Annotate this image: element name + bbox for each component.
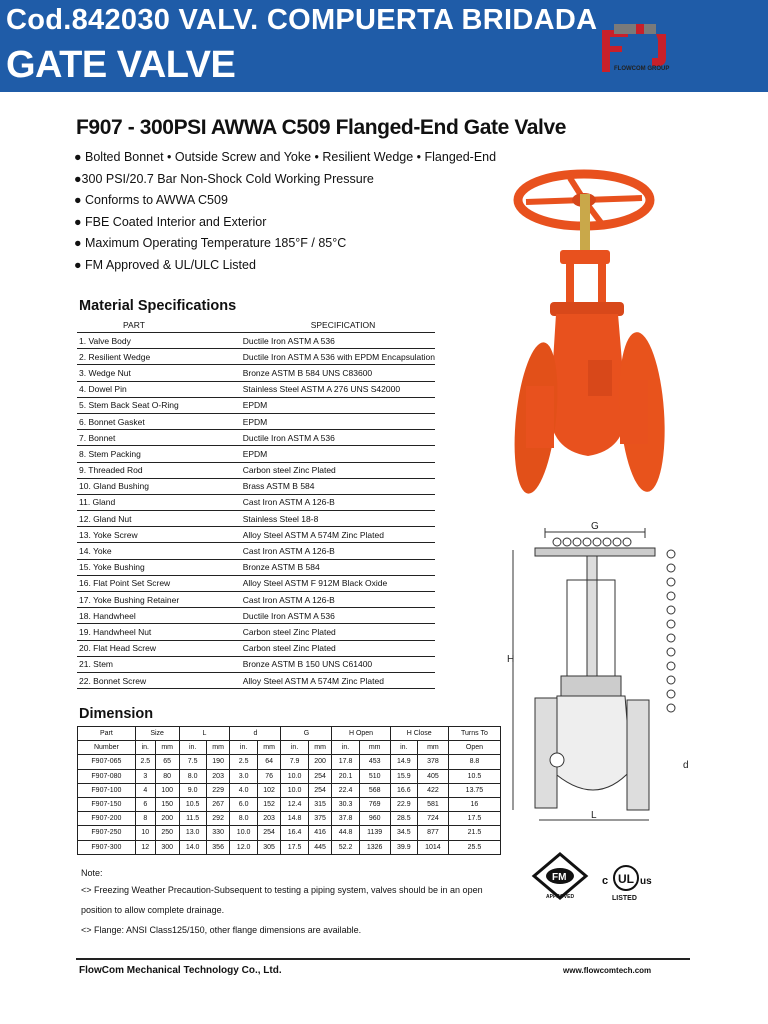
fm-approved-text: APPROVED [546, 894, 575, 900]
spec-cell: EPDM [241, 397, 435, 413]
dimension-cell: 34.5 [390, 826, 417, 840]
dimension-cell: 14.0 [179, 840, 206, 854]
dimension-cell: 21.5 [448, 826, 500, 840]
table-row [77, 656, 435, 672]
dimension-cell: 960 [359, 812, 390, 826]
spec-cell: EPDM [241, 446, 435, 462]
dimension-cell: 152 [257, 797, 281, 811]
dimension-cell: F907-065 [78, 755, 136, 769]
dimension-cell: 8.8 [448, 755, 500, 769]
note-line: <> Freezing Weather Precaution-Subsequent to testing a piping system, valves should be in an open [81, 885, 483, 895]
material-table [77, 318, 435, 689]
dimension-cell: 203 [257, 812, 281, 826]
dimension-cell: 13.75 [448, 783, 500, 797]
table-row [78, 755, 501, 769]
part-cell: 22. Bonnet Screw [77, 672, 241, 688]
spec-cell: Cast Iron ASTM A 126-B [241, 543, 435, 559]
table-row [77, 430, 435, 446]
dimension-cell: 150 [155, 797, 179, 811]
table-row [77, 608, 435, 624]
part-cell: 5. Stem Back Seat O-Ring [77, 397, 241, 413]
dimension-cell: 16.6 [390, 783, 417, 797]
footer-divider [76, 958, 690, 960]
dimension-cell: 64 [257, 755, 281, 769]
table-row [77, 349, 435, 365]
dimension-cell: 52.2 [332, 840, 359, 854]
table-row [77, 462, 435, 478]
sub-header: in. [230, 741, 257, 755]
table-row [77, 624, 435, 640]
table-row [77, 413, 435, 429]
note-line: <> Flange: ANSI Class125/150, other flange dimensions are available. [81, 925, 362, 935]
table-row [77, 333, 435, 349]
table-row [78, 840, 501, 854]
dimension-cell: 6.0 [230, 797, 257, 811]
table-row [78, 783, 501, 797]
product-name: GATE VALVE [6, 44, 236, 86]
dimension-cell: 254 [257, 826, 281, 840]
sub-header: mm [417, 741, 448, 755]
note-line: position to allow complete drainage. [81, 905, 225, 915]
part-cell: 18. Handwheel [77, 608, 241, 624]
dimension-cell: 39.9 [390, 840, 417, 854]
part-cell: 6. Bonnet Gasket [77, 413, 241, 429]
ul-listed-logo [600, 852, 664, 907]
feature-item: ● FM Approved & UL/ULC Listed [74, 257, 256, 272]
spec-cell: Cast Iron ASTM A 126-B [241, 494, 435, 510]
spec-cell: Carbon steel Zinc Plated [241, 624, 435, 640]
table-row [77, 365, 435, 381]
dimension-cell: 1139 [359, 826, 390, 840]
feature-list [74, 150, 496, 279]
column-header-spec: SPECIFICATION [241, 318, 435, 333]
dimension-cell: 25.5 [448, 840, 500, 854]
spec-cell: Alloy Steel ASTM F 912M Black Oxide [241, 575, 435, 591]
dimension-cell: 4.0 [230, 783, 257, 797]
spec-cell: Ductile Iron ASTM A 536 with EPDM Encapsulation [241, 349, 435, 365]
dimension-cell: F907-200 [78, 812, 136, 826]
part-cell: 14. Yoke [77, 543, 241, 559]
dim-label-l: L [591, 810, 597, 821]
sub-header: mm [257, 741, 281, 755]
dimension-cell: 416 [308, 826, 332, 840]
table-row [77, 672, 435, 688]
feature-item: ● Bolted Bonnet • Outside Screw and Yoke • Resilient Wedge • Flanged-End [74, 150, 497, 164]
spec-cell: Stainless Steel ASTM A 276 UNS S42000 [241, 381, 435, 397]
table-row [77, 527, 435, 543]
spec-cell: Bronze ASTM B 584 [241, 559, 435, 575]
dimension-cell: 30.3 [332, 797, 359, 811]
spec-cell: Alloy Steel ASTM A 574M Zinc Plated [241, 672, 435, 688]
sub-header: mm [155, 741, 179, 755]
feature-item: ● Maximum Operating Temperature 185°F / 85°C [74, 236, 347, 250]
spec-cell: Carbon steel Zinc Plated [241, 640, 435, 656]
group-header: L [179, 727, 230, 741]
dimension-cell: 8 [135, 812, 155, 826]
dimension-cell: 445 [308, 840, 332, 854]
sub-header: Open [448, 741, 500, 755]
dimension-cell: 76 [257, 769, 281, 783]
dimension-cell: 4 [135, 783, 155, 797]
part-cell: 3. Wedge Nut [77, 365, 241, 381]
group-header: d [230, 727, 281, 741]
dimension-cell: 254 [308, 783, 332, 797]
table-row [77, 640, 435, 656]
dimension-cell: 315 [308, 797, 332, 811]
feature-item: ● FBE Coated Interior and Exterior [74, 214, 267, 229]
dimension-cell: 20.1 [332, 769, 359, 783]
part-cell: 12. Gland Nut [77, 511, 241, 527]
table-row [77, 511, 435, 527]
dimension-cell: 10 [135, 826, 155, 840]
dimension-cell: 356 [206, 840, 230, 854]
dimension-cell: 102 [257, 783, 281, 797]
sub-header: mm [308, 741, 332, 755]
dimension-cell: 190 [206, 755, 230, 769]
table-row [78, 812, 501, 826]
dimension-cell: 2.5 [230, 755, 257, 769]
table-row [77, 381, 435, 397]
dimension-cell: F907-100 [78, 783, 136, 797]
table-row [78, 769, 501, 783]
valve-section-diagram [505, 520, 689, 840]
part-cell: 17. Yoke Bushing Retainer [77, 592, 241, 608]
dimension-cell: 9.0 [179, 783, 206, 797]
dimension-cell: 28.5 [390, 812, 417, 826]
dimension-cell: 203 [206, 769, 230, 783]
dimension-cell: 405 [417, 769, 448, 783]
sub-header: in. [281, 741, 308, 755]
ul-listed-text: LISTED [612, 895, 637, 902]
table-row [77, 575, 435, 591]
ul-text: UL [618, 872, 634, 886]
dimension-cell: 724 [417, 812, 448, 826]
part-cell: 1. Valve Body [77, 333, 241, 349]
table-row [77, 559, 435, 575]
product-code: Cod.842030 VALV. COMPUERTA BRIDADA [6, 4, 598, 36]
table-row [78, 797, 501, 811]
dimension-cell: 229 [206, 783, 230, 797]
feature-item: ● Conforms to AWWA C509 [74, 193, 228, 207]
dimension-cell: 7.5 [179, 755, 206, 769]
dimension-table [77, 726, 501, 855]
group-header: Part [78, 727, 136, 741]
dimension-cell: 453 [359, 755, 390, 769]
dimension-cell: 12 [135, 840, 155, 854]
dimension-cell: 200 [308, 755, 332, 769]
ul-c-text: c [602, 875, 609, 887]
spec-cell: Bronze ASTM B 584 UNS C83600 [241, 365, 435, 381]
spec-cell: Brass ASTM B 584 [241, 478, 435, 494]
dimension-cell: 267 [206, 797, 230, 811]
part-cell: 20. Flat Head Screw [77, 640, 241, 656]
notes [81, 866, 483, 940]
dimension-cell: 12.0 [230, 840, 257, 854]
dimension-cell: 300 [155, 840, 179, 854]
spec-cell: Ductile Iron ASTM A 536 [241, 430, 435, 446]
dimension-cell: 6 [135, 797, 155, 811]
dimension-cell: 16.4 [281, 826, 308, 840]
ul-us-text: us [640, 876, 652, 887]
dimension-cell: 65 [155, 755, 179, 769]
dimension-cell: 305 [257, 840, 281, 854]
spec-cell: EPDM [241, 413, 435, 429]
dimension-cell: 375 [308, 812, 332, 826]
feature-item: ●300 PSI/20.7 Bar Non-Shock Cold Working Pressure [74, 171, 374, 186]
dimension-cell: 17.8 [332, 755, 359, 769]
table-row [77, 494, 435, 510]
table-row [77, 397, 435, 413]
column-header-part: PART [77, 318, 241, 333]
part-cell: 9. Threaded Rod [77, 462, 241, 478]
dimension-cell: 378 [417, 755, 448, 769]
dimension-cell: 769 [359, 797, 390, 811]
dimension-cell: 17.5 [281, 840, 308, 854]
dimension-cell: 3 [135, 769, 155, 783]
sub-header: mm [206, 741, 230, 755]
dimension-cell: 17.5 [448, 812, 500, 826]
sub-header: mm [359, 741, 390, 755]
part-cell: 2. Resilient Wedge [77, 349, 241, 365]
material-heading: Material Specifications [79, 298, 237, 314]
table-row [77, 543, 435, 559]
part-cell: 11. Gland [77, 494, 241, 510]
dimension-cell: 80 [155, 769, 179, 783]
spec-cell: Ductile Iron ASTM A 536 [241, 333, 435, 349]
dimension-cell: 568 [359, 783, 390, 797]
footer-company: FlowCom Mechanical Technology Co., Ltd. [79, 965, 282, 976]
spec-cell: Alloy Steel ASTM A 574M Zinc Plated [241, 527, 435, 543]
dimension-cell: 10.0 [281, 769, 308, 783]
dimension-cell: 254 [308, 769, 332, 783]
table-header-row [77, 318, 435, 333]
note-label: Note: [81, 868, 103, 878]
part-cell: 8. Stem Packing [77, 446, 241, 462]
group-header: G [281, 727, 332, 741]
dimension-cell: 11.5 [179, 812, 206, 826]
sub-header: Number [78, 741, 136, 755]
part-cell: 13. Yoke Screw [77, 527, 241, 543]
dimension-cell: 510 [359, 769, 390, 783]
part-cell: 4. Dowel Pin [77, 381, 241, 397]
part-cell: 7. Bonnet [77, 430, 241, 446]
spec-cell: Bronze ASTM B 150 UNS C61400 [241, 656, 435, 672]
spec-cell: Ductile Iron ASTM A 536 [241, 608, 435, 624]
dimension-heading: Dimension [79, 706, 154, 722]
dimension-cell: F907-250 [78, 826, 136, 840]
page-title: F907 - 300PSI AWWA C509 Flanged-End Gate Valve [76, 116, 567, 139]
dimension-cell: 200 [155, 812, 179, 826]
part-cell: 10. Gland Bushing [77, 478, 241, 494]
dimension-cell: 581 [417, 797, 448, 811]
dimension-cell: 15.9 [390, 769, 417, 783]
part-cell: 15. Yoke Bushing [77, 559, 241, 575]
dimension-cell: 8.0 [230, 812, 257, 826]
sub-header: in. [179, 741, 206, 755]
dimension-cell: 14.8 [281, 812, 308, 826]
group-header: H Open [332, 727, 390, 741]
fm-text: FM [552, 872, 567, 883]
dimension-cell: F907-080 [78, 769, 136, 783]
dimension-cell: 10.5 [179, 797, 206, 811]
dimension-cell: 22.4 [332, 783, 359, 797]
spec-cell: Carbon steel Zinc Plated [241, 462, 435, 478]
dimension-cell: 330 [206, 826, 230, 840]
table-subheader-row [78, 741, 501, 755]
dimension-rows [78, 755, 501, 854]
dimension-cell: 8.0 [179, 769, 206, 783]
fm-approved-logo [532, 852, 588, 907]
material-rows [77, 333, 435, 689]
table-row [77, 478, 435, 494]
dimension-cell: 10.0 [230, 826, 257, 840]
valve-photo [510, 150, 676, 500]
dimension-cell: 3.0 [230, 769, 257, 783]
dimension-cell: 10.5 [448, 769, 500, 783]
dimension-cell: F907-300 [78, 840, 136, 854]
dimension-cell: 16 [448, 797, 500, 811]
flowcom-logo [596, 22, 676, 82]
dimension-cell: 292 [206, 812, 230, 826]
sub-header: in. [390, 741, 417, 755]
table-row [77, 592, 435, 608]
part-cell: 21. Stem [77, 656, 241, 672]
sub-header: in. [332, 741, 359, 755]
dimension-cell: 12.4 [281, 797, 308, 811]
dimension-cell: 1014 [417, 840, 448, 854]
table-group-row [78, 727, 501, 741]
group-header: Turns To [448, 727, 500, 741]
dimension-cell: 22.9 [390, 797, 417, 811]
dimension-cell: 422 [417, 783, 448, 797]
footer-website: www.flowcomtech.com [563, 966, 652, 975]
dimension-cell: 10.0 [281, 783, 308, 797]
dimension-cell: F907-150 [78, 797, 136, 811]
table-row [77, 446, 435, 462]
logo-text: FLOWCOM GROUP [614, 66, 670, 72]
dimension-cell: 2.5 [135, 755, 155, 769]
group-header: Size [135, 727, 179, 741]
spec-cell: Cast Iron ASTM A 126-B [241, 592, 435, 608]
table-row [78, 826, 501, 840]
part-cell: 19. Handwheel Nut [77, 624, 241, 640]
dim-label-d: d [683, 760, 689, 771]
dimension-cell: 37.8 [332, 812, 359, 826]
part-cell: 16. Flat Point Set Screw [77, 575, 241, 591]
dimension-cell: 44.8 [332, 826, 359, 840]
dimension-cell: 1326 [359, 840, 390, 854]
dimension-cell: 250 [155, 826, 179, 840]
dimension-cell: 7.9 [281, 755, 308, 769]
dim-label-h: H [507, 654, 515, 665]
group-header: H Close [390, 727, 448, 741]
spec-cell: Stainless Steel 18-8 [241, 511, 435, 527]
dim-label-g: G [591, 521, 599, 532]
dimension-cell: 13.0 [179, 826, 206, 840]
dimension-cell: 877 [417, 826, 448, 840]
dimension-cell: 100 [155, 783, 179, 797]
sub-header: in. [135, 741, 155, 755]
dimension-cell: 14.9 [390, 755, 417, 769]
